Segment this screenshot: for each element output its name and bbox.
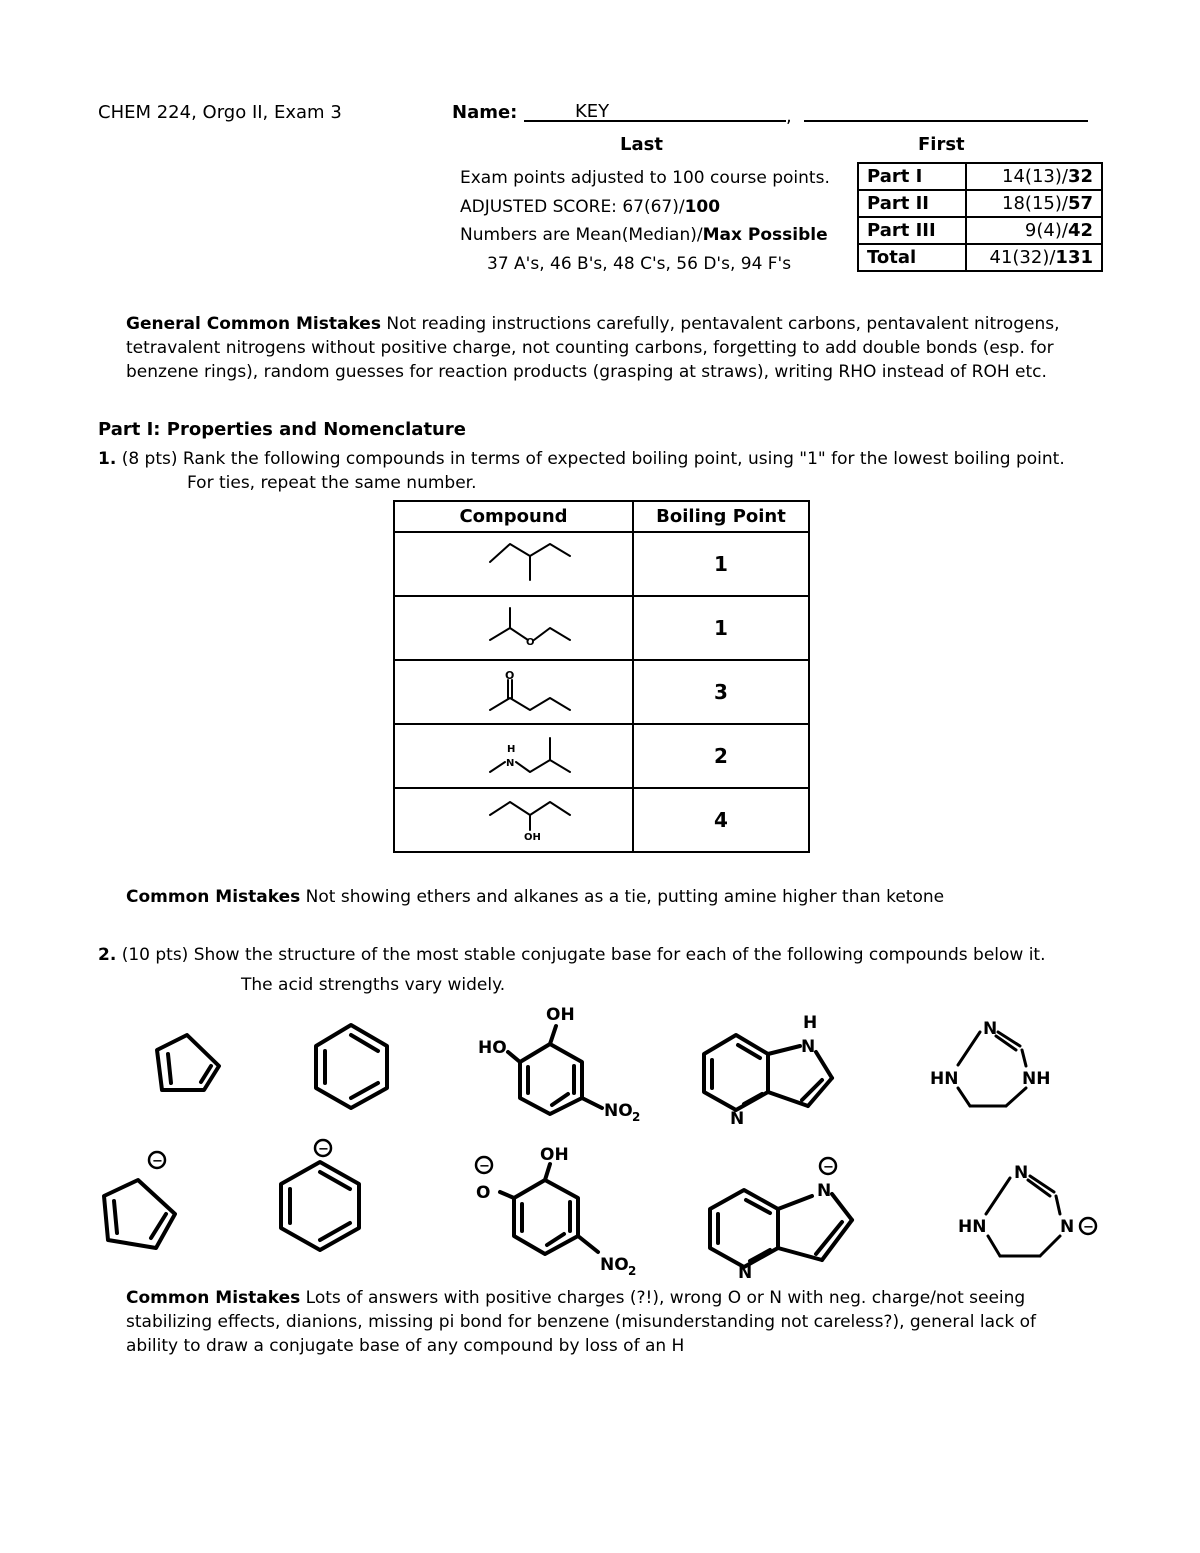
q1-text: (8 pts) Rank the following compounds in terms of expected boiling point, using "1" for the lowest boiling point. bbox=[116, 449, 1065, 469]
alcohol-oh-label: OH bbox=[524, 832, 541, 843]
score-legend-text: Numbers are Mean(Median)/ bbox=[460, 225, 703, 245]
q1-mistakes-text: Not showing ethers and alkanes as a tie, putting amine higher than ketone bbox=[300, 887, 945, 907]
q2-mistakes-text: Lots of answers with positive charges (?!), wrong O or N with neg. charge/not seeing stabilizing effects, dianions, missing pi bond for benzene (misunderstanding not careless?), general lack of ability to draw a conjugate base of any compound by loss of an H bbox=[126, 1288, 1037, 1356]
q2-text: (10 pts) Show the structure of the most stable conjugate base for each of the following compounds below it. bbox=[116, 945, 1046, 965]
azaindolide bbox=[710, 1190, 852, 1267]
minus-sign: − bbox=[823, 1160, 834, 1175]
triazepine-anion-hn: HN bbox=[958, 1217, 987, 1237]
score-part: Part II bbox=[858, 190, 966, 217]
azaindolide-n-label: N bbox=[817, 1181, 832, 1201]
name-label: Name: bbox=[452, 102, 518, 123]
grade-distribution: 37 A's, 46 B's, 48 C's, 56 D's, 94 F's bbox=[487, 254, 792, 274]
charge-minus-1 bbox=[149, 1152, 165, 1169]
phenoxide-oh-label: OH bbox=[540, 1145, 569, 1165]
triazepine-anion-n2: N bbox=[1060, 1217, 1075, 1237]
oh-label: OH bbox=[546, 1005, 575, 1025]
charge-minus-3 bbox=[476, 1157, 492, 1174]
amine-h-label: H bbox=[507, 744, 516, 755]
adjusted-score-text: ADJUSTED SCORE: 67(67)/ bbox=[460, 197, 685, 217]
triazepine bbox=[958, 1032, 1026, 1106]
charge-minus-4 bbox=[820, 1158, 836, 1175]
nitrophenoxide bbox=[500, 1164, 598, 1254]
rank-cell: 2 bbox=[633, 724, 809, 788]
triazepine-nh-label: NH bbox=[1022, 1069, 1051, 1089]
ho-label: HO bbox=[478, 1038, 507, 1058]
azaindolide-pyridine-n: N bbox=[738, 1263, 753, 1283]
score-mean: 9(4)/ bbox=[1024, 220, 1068, 241]
phenoxide-o-label: O bbox=[476, 1183, 491, 1203]
compound-header: Compound bbox=[394, 501, 633, 532]
rank-cell: 4 bbox=[633, 788, 809, 852]
charge-minus-2 bbox=[315, 1140, 331, 1157]
score-mean: 41(32)/ bbox=[989, 247, 1056, 268]
score-legend-bold: Max Possible bbox=[702, 225, 828, 245]
amine-n-label: N bbox=[506, 758, 515, 769]
score-info-line1: Exam points adjusted to 100 course points. bbox=[460, 168, 830, 188]
score-max: 131 bbox=[1055, 247, 1093, 268]
pyridine-n-label: N bbox=[730, 1109, 745, 1129]
score-max: 42 bbox=[1067, 220, 1093, 241]
pyrrole-h-label: H bbox=[803, 1013, 818, 1033]
no2-subscript: 2 bbox=[632, 1110, 641, 1124]
q2-mistakes-title: Common Mistakes bbox=[126, 1288, 301, 1308]
general-mistakes-text: Not reading instructions carefully, pentavalent carbons, pentavalent nitrogens, tetravalent nitrogens without positive charge, not counting carbons, forgetting to add double bonds (esp. for benzene rings), random guesses for reaction products (grasping at straws), writing RHO instead of ROH etc. bbox=[126, 314, 1060, 382]
boiling-point-header: Boiling Point bbox=[633, 501, 809, 532]
charge-minus-5 bbox=[1080, 1218, 1096, 1235]
score-max: 57 bbox=[1067, 193, 1093, 214]
phenyl-anion bbox=[281, 1162, 359, 1250]
score-part: Total bbox=[858, 244, 966, 271]
name-value: KEY bbox=[575, 101, 610, 122]
first-label: First bbox=[918, 134, 965, 155]
minus-sign: − bbox=[152, 1154, 163, 1169]
q2-line2: The acid strengths vary widely. bbox=[241, 975, 506, 995]
q1-number: 1. bbox=[98, 449, 117, 469]
benzene bbox=[316, 1025, 387, 1108]
phenoxide-no2-label: NO bbox=[600, 1255, 629, 1275]
no2-label: NO bbox=[604, 1101, 633, 1121]
score-part: Part I bbox=[858, 163, 966, 190]
name-comma: , bbox=[786, 106, 792, 127]
ketone-oxygen-label: O bbox=[505, 669, 515, 682]
score-part: Part III bbox=[858, 217, 966, 244]
pyrrole-n-label: N bbox=[801, 1037, 816, 1057]
last-label: Last bbox=[620, 134, 663, 155]
triazepine-hn-label: HN bbox=[930, 1069, 959, 1089]
course-title: CHEM 224, Orgo II, Exam 3 bbox=[98, 102, 342, 123]
score-mean: 18(15)/ bbox=[1002, 193, 1068, 214]
minus-sign: − bbox=[1083, 1220, 1094, 1235]
q2-number: 2. bbox=[98, 945, 117, 965]
rank-cell: 1 bbox=[633, 596, 809, 660]
ether-oxygen-label: O bbox=[526, 637, 535, 648]
q1-line2: For ties, repeat the same number. bbox=[187, 473, 477, 493]
part1-title: Part I: Properties and Nomenclature bbox=[98, 419, 466, 440]
cyclopentadienyl-anion bbox=[104, 1180, 175, 1248]
q2-mistakes bbox=[126, 1286, 1086, 1358]
nitrocatechol bbox=[508, 1026, 602, 1114]
minus-sign: − bbox=[479, 1159, 490, 1174]
triazepine-anion bbox=[986, 1176, 1060, 1256]
q1-mistakes-title: Common Mistakes bbox=[126, 887, 301, 907]
adjusted-score-max: 100 bbox=[684, 197, 721, 217]
general-mistakes-title: General Common Mistakes bbox=[126, 314, 381, 334]
score-mean: 14(13)/ bbox=[1002, 166, 1068, 187]
rank-cell: 1 bbox=[633, 532, 809, 596]
triazepine-anion-n: N bbox=[1014, 1163, 1029, 1183]
phenoxide-no2-sub: 2 bbox=[628, 1264, 637, 1278]
minus-sign: − bbox=[318, 1142, 329, 1157]
cyclopentadiene bbox=[157, 1035, 219, 1090]
score-max: 32 bbox=[1067, 166, 1093, 187]
rank-cell: 3 bbox=[633, 660, 809, 724]
triazepine-n-label: N bbox=[983, 1019, 998, 1039]
